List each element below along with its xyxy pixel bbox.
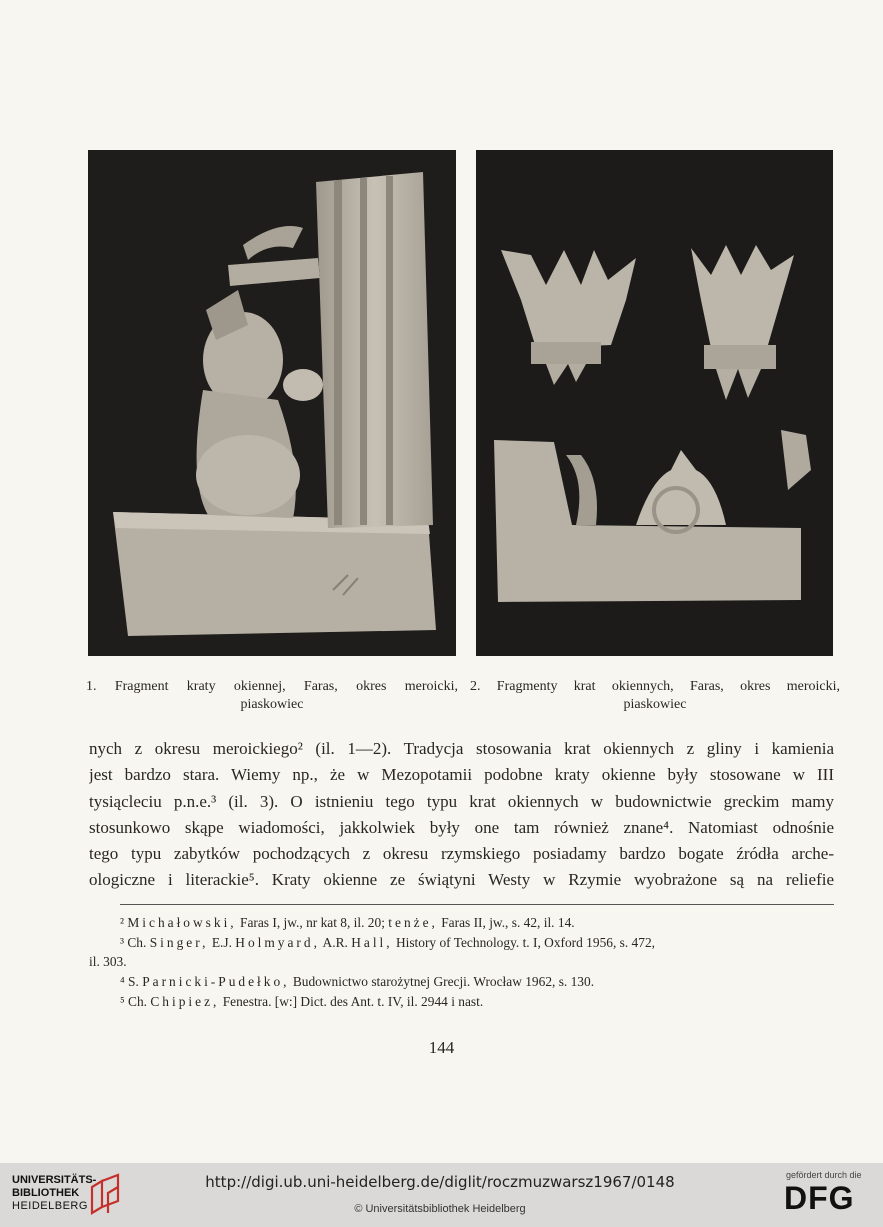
dfg-logo: DFG [784, 1180, 855, 1216]
university-library-logo-icon [88, 1173, 122, 1217]
footnote-number: ³ [120, 934, 125, 950]
footnote-author: tenże, [388, 915, 438, 930]
footnote-author: Michałowski, [127, 915, 237, 930]
footnote-3 [89, 933, 834, 953]
footnote-author: Hall, [351, 934, 393, 950]
footnote-text: Faras I, jw., nr kat 8, il. 20; [236, 915, 389, 930]
caption-line: 2. Fragmenty krat okiennych, Faras, okres meroicki, [470, 679, 840, 694]
digitization-footer [0, 1163, 883, 1227]
permalink-url[interactable]: http://digi.ub.uni-heidelberg.de/diglit/roczmuzwarsz1967/0148 [205, 1173, 675, 1191]
text-line: nych z okresu meroickiego² (il. 1—2). Tradycja stosowania krat okiennych z gliny i kamienia [89, 739, 834, 758]
footnote-5 [89, 992, 834, 1012]
footnote-text: S. [128, 974, 143, 990]
copyright-notice: © Universitätsbibliothek Heidelberg [354, 1203, 526, 1215]
footnote-author: Chipiez, [150, 993, 220, 1009]
window-grille-fragments-image [476, 150, 833, 656]
footnote-text: Faras II, jw., s. 42, il. 14. [437, 915, 575, 930]
footnote-text: History of Technology. t. I, Oxford 1956, s. 472, [392, 934, 655, 950]
library-name-line: UNIVERSITÄTS- [12, 1174, 97, 1186]
footnote-author: Singer, [149, 934, 209, 950]
text-line: stosunkowo skąpe wiadomości, jakkolwiek były one tam również znane⁴. Natomiast odnośnie [89, 817, 834, 837]
footnote-number: ⁵ [120, 993, 125, 1009]
text-line: ologiczne i literackie⁵. Kraty okienne ze świątyni Westy w Rzymie wyobrażone są na reliefie [89, 870, 834, 890]
funding-note: gefördert durch die [786, 1170, 862, 1180]
window-grille-fragment-image [88, 150, 456, 656]
footnote-4 [89, 972, 834, 992]
caption-line: piaskowiec [240, 697, 304, 712]
figure-2-caption [470, 678, 840, 714]
footnote-text: Budownictwo starożytnej Grecji. Wrocław 1962, s. 130. [289, 974, 595, 990]
footnote-text: Ch. [127, 934, 150, 950]
footnote-3-continuation: il. 303. [89, 954, 127, 970]
footnote-author: Holmyard, [235, 934, 320, 950]
caption-line: piaskowiec [623, 697, 687, 712]
figure-1-photo [88, 150, 456, 656]
library-name-line: BIBLIOTHEK [12, 1187, 80, 1199]
footnote-text: Ch. [128, 993, 151, 1009]
text-line: jest bardzo stara. Wiemy np., że w Mezopotamii podobne kraty okienne były stosowane w III [89, 765, 834, 785]
footnote-author: Parnicki-Pudełko, [142, 974, 290, 990]
text-line: tego typu zabytków pochodzących z okresu rzymskiego posiadamy bardzo bogate źródła arche- [89, 844, 834, 864]
footnote-number: ⁴ [120, 974, 125, 990]
body-paragraph [89, 736, 834, 894]
footnote-text: Fenestra. [w:] Dict. des Ant. t. IV, il. 2944 i nast. [219, 993, 484, 1009]
page-number: 144 [428, 1038, 455, 1057]
figure-2-photo [476, 150, 833, 656]
footnote-number: ² [120, 915, 125, 930]
figure-1-caption [86, 678, 458, 714]
library-name-line: HEIDELBERG [12, 1200, 88, 1212]
footnote-text: A.R. [319, 934, 352, 950]
footnotes [89, 913, 834, 1012]
footnote-text: E.J. [208, 934, 236, 950]
caption-line: 1. Fragment kraty okiennej, Faras, okres meroicki, [86, 679, 458, 694]
library-logo-text [12, 1174, 96, 1213]
footnote-divider [120, 904, 834, 905]
text-line: tysiącleciu p.n.e.³ (il. 3). O istnieniu tego typu krat okiennych w budownictwie greckim mamy [89, 791, 834, 811]
footnote-2 [89, 913, 834, 933]
